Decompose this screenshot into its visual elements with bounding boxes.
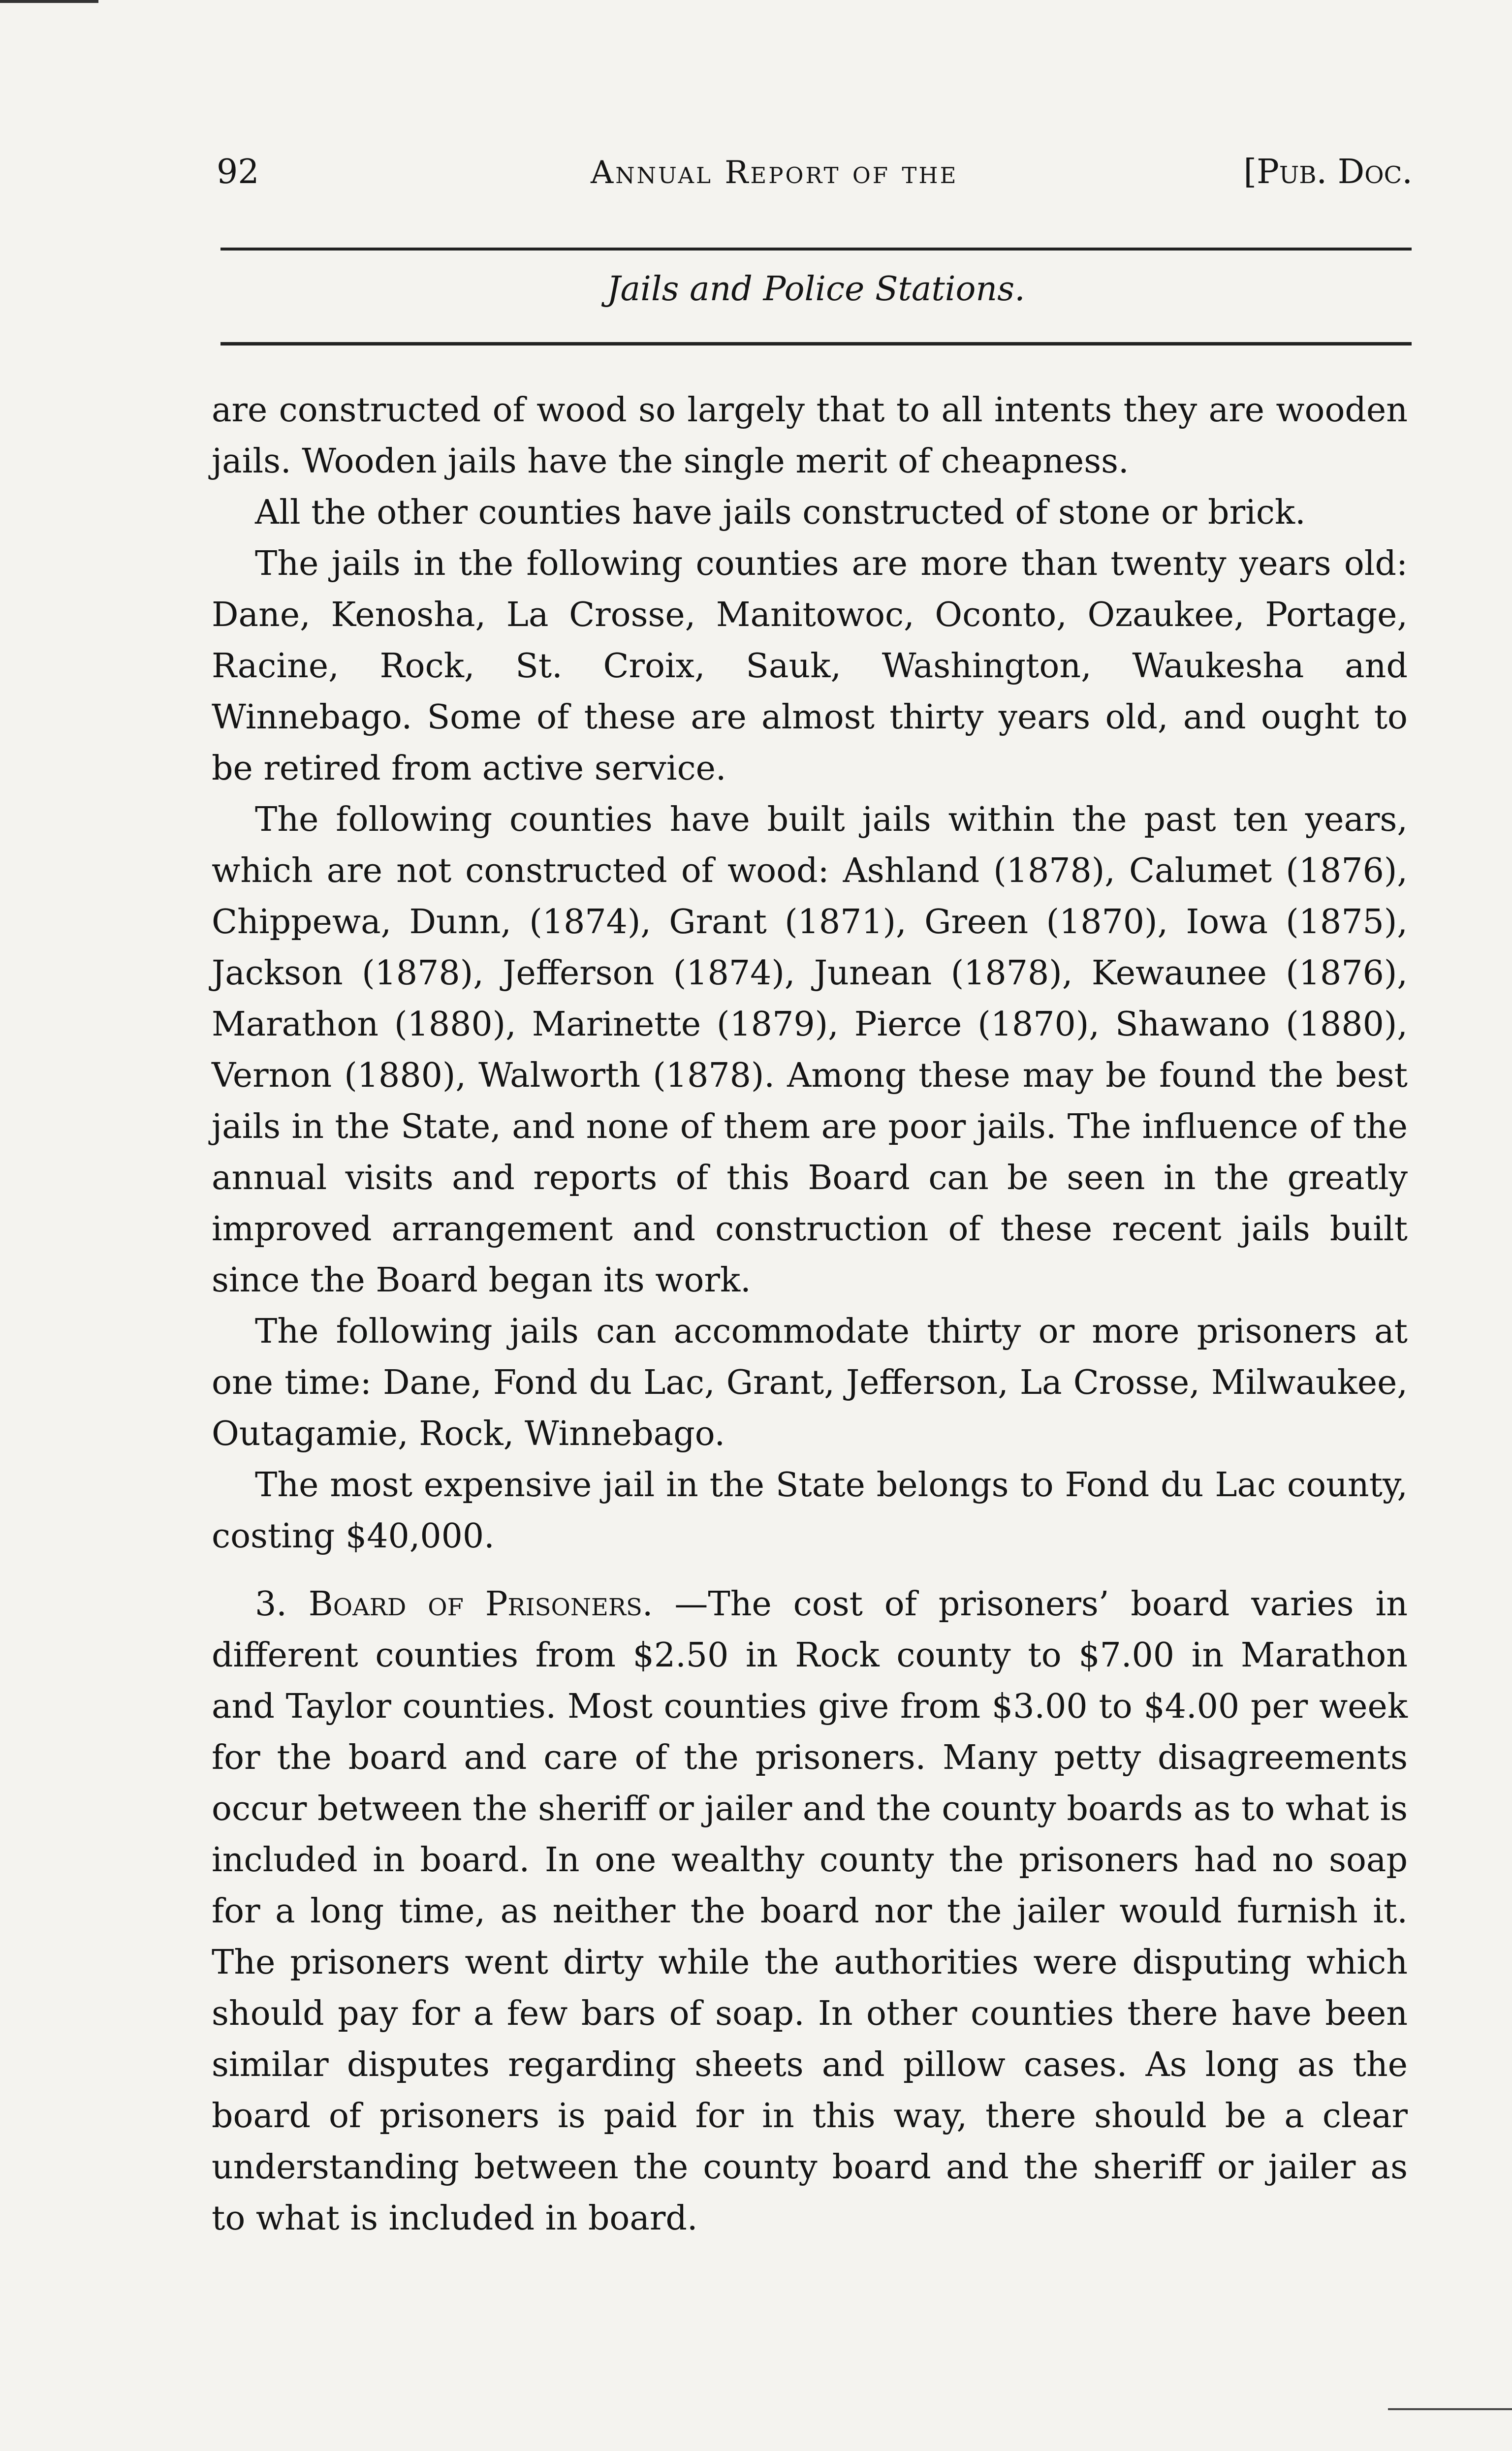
page-header xyxy=(217,144,1413,203)
body-text xyxy=(212,385,1408,2244)
document-reference: [Pub. Doc. xyxy=(1243,153,1413,191)
paragraph: are constructed of wood so largely that to all intents they are wooden jails. Wooden jails have the single merit of cheapness. xyxy=(212,391,1408,481)
board-of-prisoners-text: The cost of prisoners’ board varies in different counties from $2.50 in Rock county to $7.00 in Marathon and Taylor counties. Most counties give from $3.00 to $4.00 per week for the board and care of the prisoners. Many petty disagreements occur between the sheriff or jailer and the county boards as to what is included in board. In one wealthy county the prisoners had no soap for a long time, as neither the board nor the jailer would furnish it. The prisoners went dirty while the authorities were disputing which should pay for a few bars of soap. In other counties there have been similar disputes regarding sheets and pillow cases. As long as the board of prisoners is paid for in this way, there should be a clear understanding between the county board and the sheriff or jailer as to what is included in board. xyxy=(212,1585,1408,2238)
scan-edge-mark xyxy=(0,0,98,3)
paragraph: The following jails can accommodate thirty or more prisoners at one time: Dane, Fond du Lac, Grant, Jefferson, La Crosse, Milwaukee, Outagamie, Rock, Winnebago. xyxy=(212,1312,1408,1453)
board-of-prisoners-paragraph xyxy=(212,1579,1408,2244)
paragraph: The jails in the following counties are more than twenty years old: Dane, Kenosha, La Crosse, Manitowoc, Oconto, Ozaukee, Portage, Racine, Rock, St. Croix, Sauk, Washington, Waukesha and Winnebago. Some of these are almost thirty years old, and ought to be retired from active service. xyxy=(212,544,1408,788)
paragraph: The following counties have built jails within the past ten years, which are not constructed of wood: Ashland (1878), Calumet (1876), Chippewa, Dunn, (1874), Grant (1871), Green (1870), Iowa (1875), Jackson (1878), Jefferson (1874), Junean (1878), Kewaunee (1876), Marathon (1880), Marinette (1879), Pierce (1870), Shawano (1880), Vernon (1880), Walworth (1878). Among these may be found the best jails in the State, and none of them are poor jails. The influence of the annual visits and reports of this Board can be seen in the greatly improved arrangement and construction of these recent jails built since the Board began its work. xyxy=(212,800,1408,1300)
scan-bottom-mark xyxy=(1388,2408,1512,2410)
paragraph: The most expensive jail in the State belongs to Fond du Lac county, costing $40,000. xyxy=(212,1466,1408,1556)
running-title: Annual Report of the xyxy=(591,155,958,191)
page-number: 92 xyxy=(217,153,259,191)
header-rule-bottom xyxy=(220,342,1412,346)
board-of-prisoners-heading: 3. Board of Prisoners. — xyxy=(255,1585,708,1624)
header-rule-top xyxy=(220,248,1412,251)
paragraph: All the other counties have jails constructed of stone or brick. xyxy=(255,493,1306,532)
section-title: Jails and Police Stations. xyxy=(607,270,1025,309)
